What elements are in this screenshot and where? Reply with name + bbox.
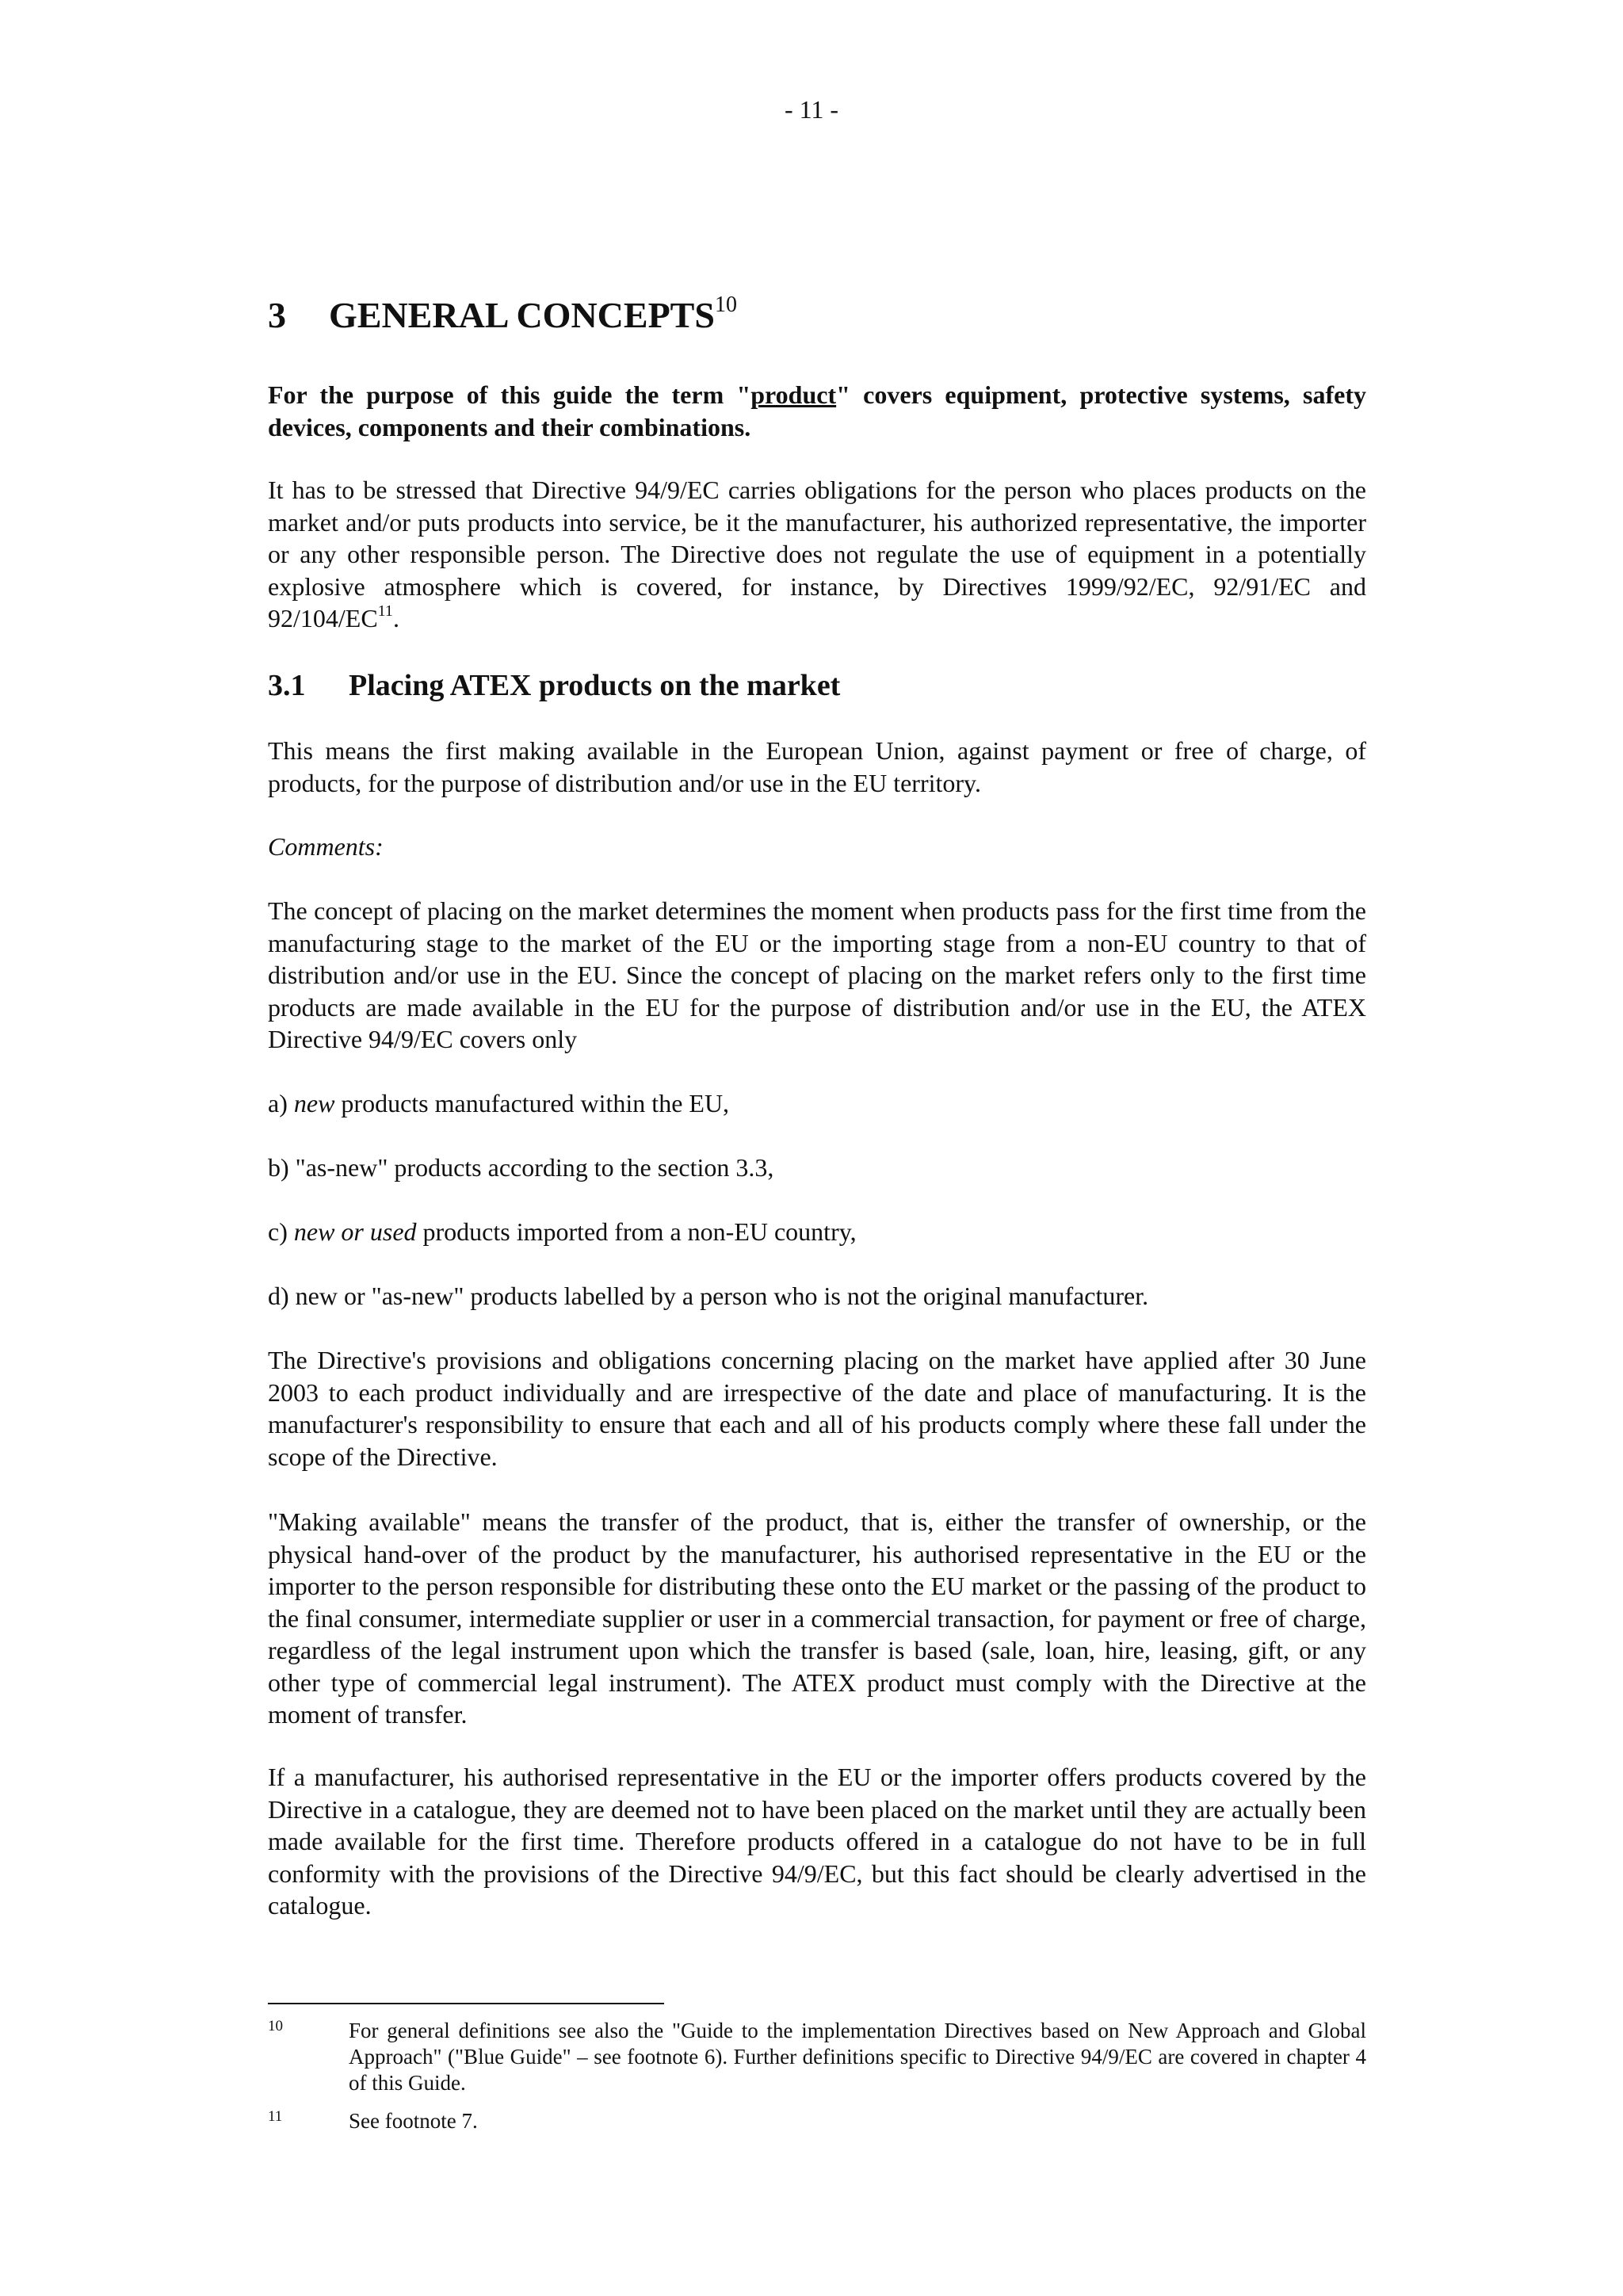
- catalogue-text: If a manufacturer, his authorised representative in the EU or the importer offers products covered by the Directive in a catalogue, they are deemed not to have been placed on the market until they are actually been made available for the first time. Therefore products offered in a catalogue do not have to be in full conformity with the provisions of the Directive 94/9/EC, but this fact should be clearly advertised in the catalogue.: [268, 1763, 1366, 1920]
- comments-label-text: Comments:: [268, 832, 384, 861]
- intro-text-start: For the purpose of this guide the term ": [268, 380, 751, 409]
- list-text-a: products manufactured within the EU,: [334, 1089, 730, 1117]
- term-product: product: [750, 380, 837, 409]
- list-item-b: [268, 1152, 1366, 1184]
- section-number: 3.1: [268, 669, 306, 702]
- list-marker-a: a): [268, 1089, 294, 1117]
- comments-label: [268, 831, 1366, 863]
- list-text-c: products imported from a non-EU country,: [416, 1217, 857, 1246]
- footnote-11: [268, 2108, 1366, 2134]
- list-item-c: [268, 1216, 1366, 1248]
- paragraph-concept: [268, 895, 1366, 1056]
- page-number: - 11 -: [784, 95, 839, 124]
- paragraph-directive-obligations: [268, 474, 1366, 635]
- intro-definition: [268, 379, 1366, 443]
- paragraph-meaning: [268, 735, 1366, 799]
- footnote-text: See footnote 7.: [349, 2109, 478, 2133]
- chapter-number: 3: [268, 295, 286, 335]
- list-item-d: [268, 1280, 1366, 1312]
- list-text-b: b) "as-new" products according to the section 3.3,: [268, 1153, 774, 1182]
- sentence-end: .: [392, 604, 399, 632]
- chapter-heading: [268, 292, 737, 339]
- footnote-separator: [268, 2003, 664, 2004]
- footnote-text: For general definitions see also the "Guide to the implementation Directives based on New Approach and Global Approach" ("Blue Guide" – see footnote 6). Further definitions specific to Directive 94/9/EC are covered in chapter 4 of this Guide.: [349, 2019, 1366, 2095]
- chapter-title: GENERAL CONCEPTS: [329, 295, 715, 335]
- intro-text-end: " covers equipment, protective systems, safety devices, components and their combinations.: [268, 380, 1367, 441]
- list-marker-c: c): [268, 1217, 294, 1246]
- footnote-number: 11: [268, 2108, 283, 2125]
- concept-text: The concept of placing on the market determines the moment when products pass for the first time from the manufacturing stage to the market of the EU or the importing stage from a non-EU country to that of distribution and/or use in the EU. Since the concept of placing on the market refers only to the first time products are made available in the EU for the purpose of distribution and/or use in the EU, the ATEX Directive 94/9/EC covers only: [268, 896, 1366, 1053]
- making-available-text: "Making available" means the transfer of the product, that is, either the transfer of ownership, or the physical hand-over of the product by the manufacturer, his authorised representative in the EU or the importer to the person responsible for distributing these onto the EU market or the passing of the product to the final consumer, intermediate supplier or user in a commercial transaction, for payment or free of charge, regardless of the legal instrument upon which the transfer is based (sale, loan, hire, leasing, gift, or any other type of commercial legal instrument). The ATEX product must comply with the Directive at the moment of transfer.: [268, 1507, 1366, 1729]
- footnote-10: [268, 2018, 1366, 2096]
- section-title: Placing ATEX products on the market: [349, 669, 841, 702]
- footnote-number: 10: [268, 2018, 283, 2034]
- list-emph-c: new or used: [293, 1217, 417, 1246]
- section-heading-3-1: [268, 666, 1366, 705]
- directive-obligations-text: It has to be stressed that Directive 94/9/EC carries obligations for the person who places products on the market and/or puts products into service, be it the manufacturer, his authorized representative, the importer or any other responsible person. The Directive does not regulate the use of equipment in a potentially explosive atmosphere which is covered, for instance, by Directives 1999/92/EC, 92/91/EC and 92/104/EC: [268, 476, 1366, 632]
- list-text-d: d) new or "as-new" products labelled by a person who is not the original manufacturer.: [268, 1282, 1149, 1310]
- meaning-text: This means the first making available in the European Union, against payment or free of charge, of products, for the purpose of distribution and/or use in the EU territory.: [268, 736, 1366, 797]
- paragraph-provisions: [268, 1344, 1366, 1473]
- provisions-text: The Directive's provisions and obligations concerning placing on the market have applied after 30 June 2003 to each product individually and are irrespective of the date and place of manufacturing. It is the manufacturer's responsibility to ensure that each and all of his products comply where these fall under the scope of the Directive.: [268, 1346, 1366, 1471]
- footnote-ref-11[interactable]: 11: [377, 602, 393, 620]
- paragraph-making-available: [268, 1506, 1366, 1731]
- footnote-ref-10[interactable]: 10: [714, 292, 737, 317]
- list-item-a: [268, 1087, 1366, 1120]
- paragraph-catalogue: [268, 1761, 1366, 1922]
- list-emph-a: new: [293, 1089, 335, 1117]
